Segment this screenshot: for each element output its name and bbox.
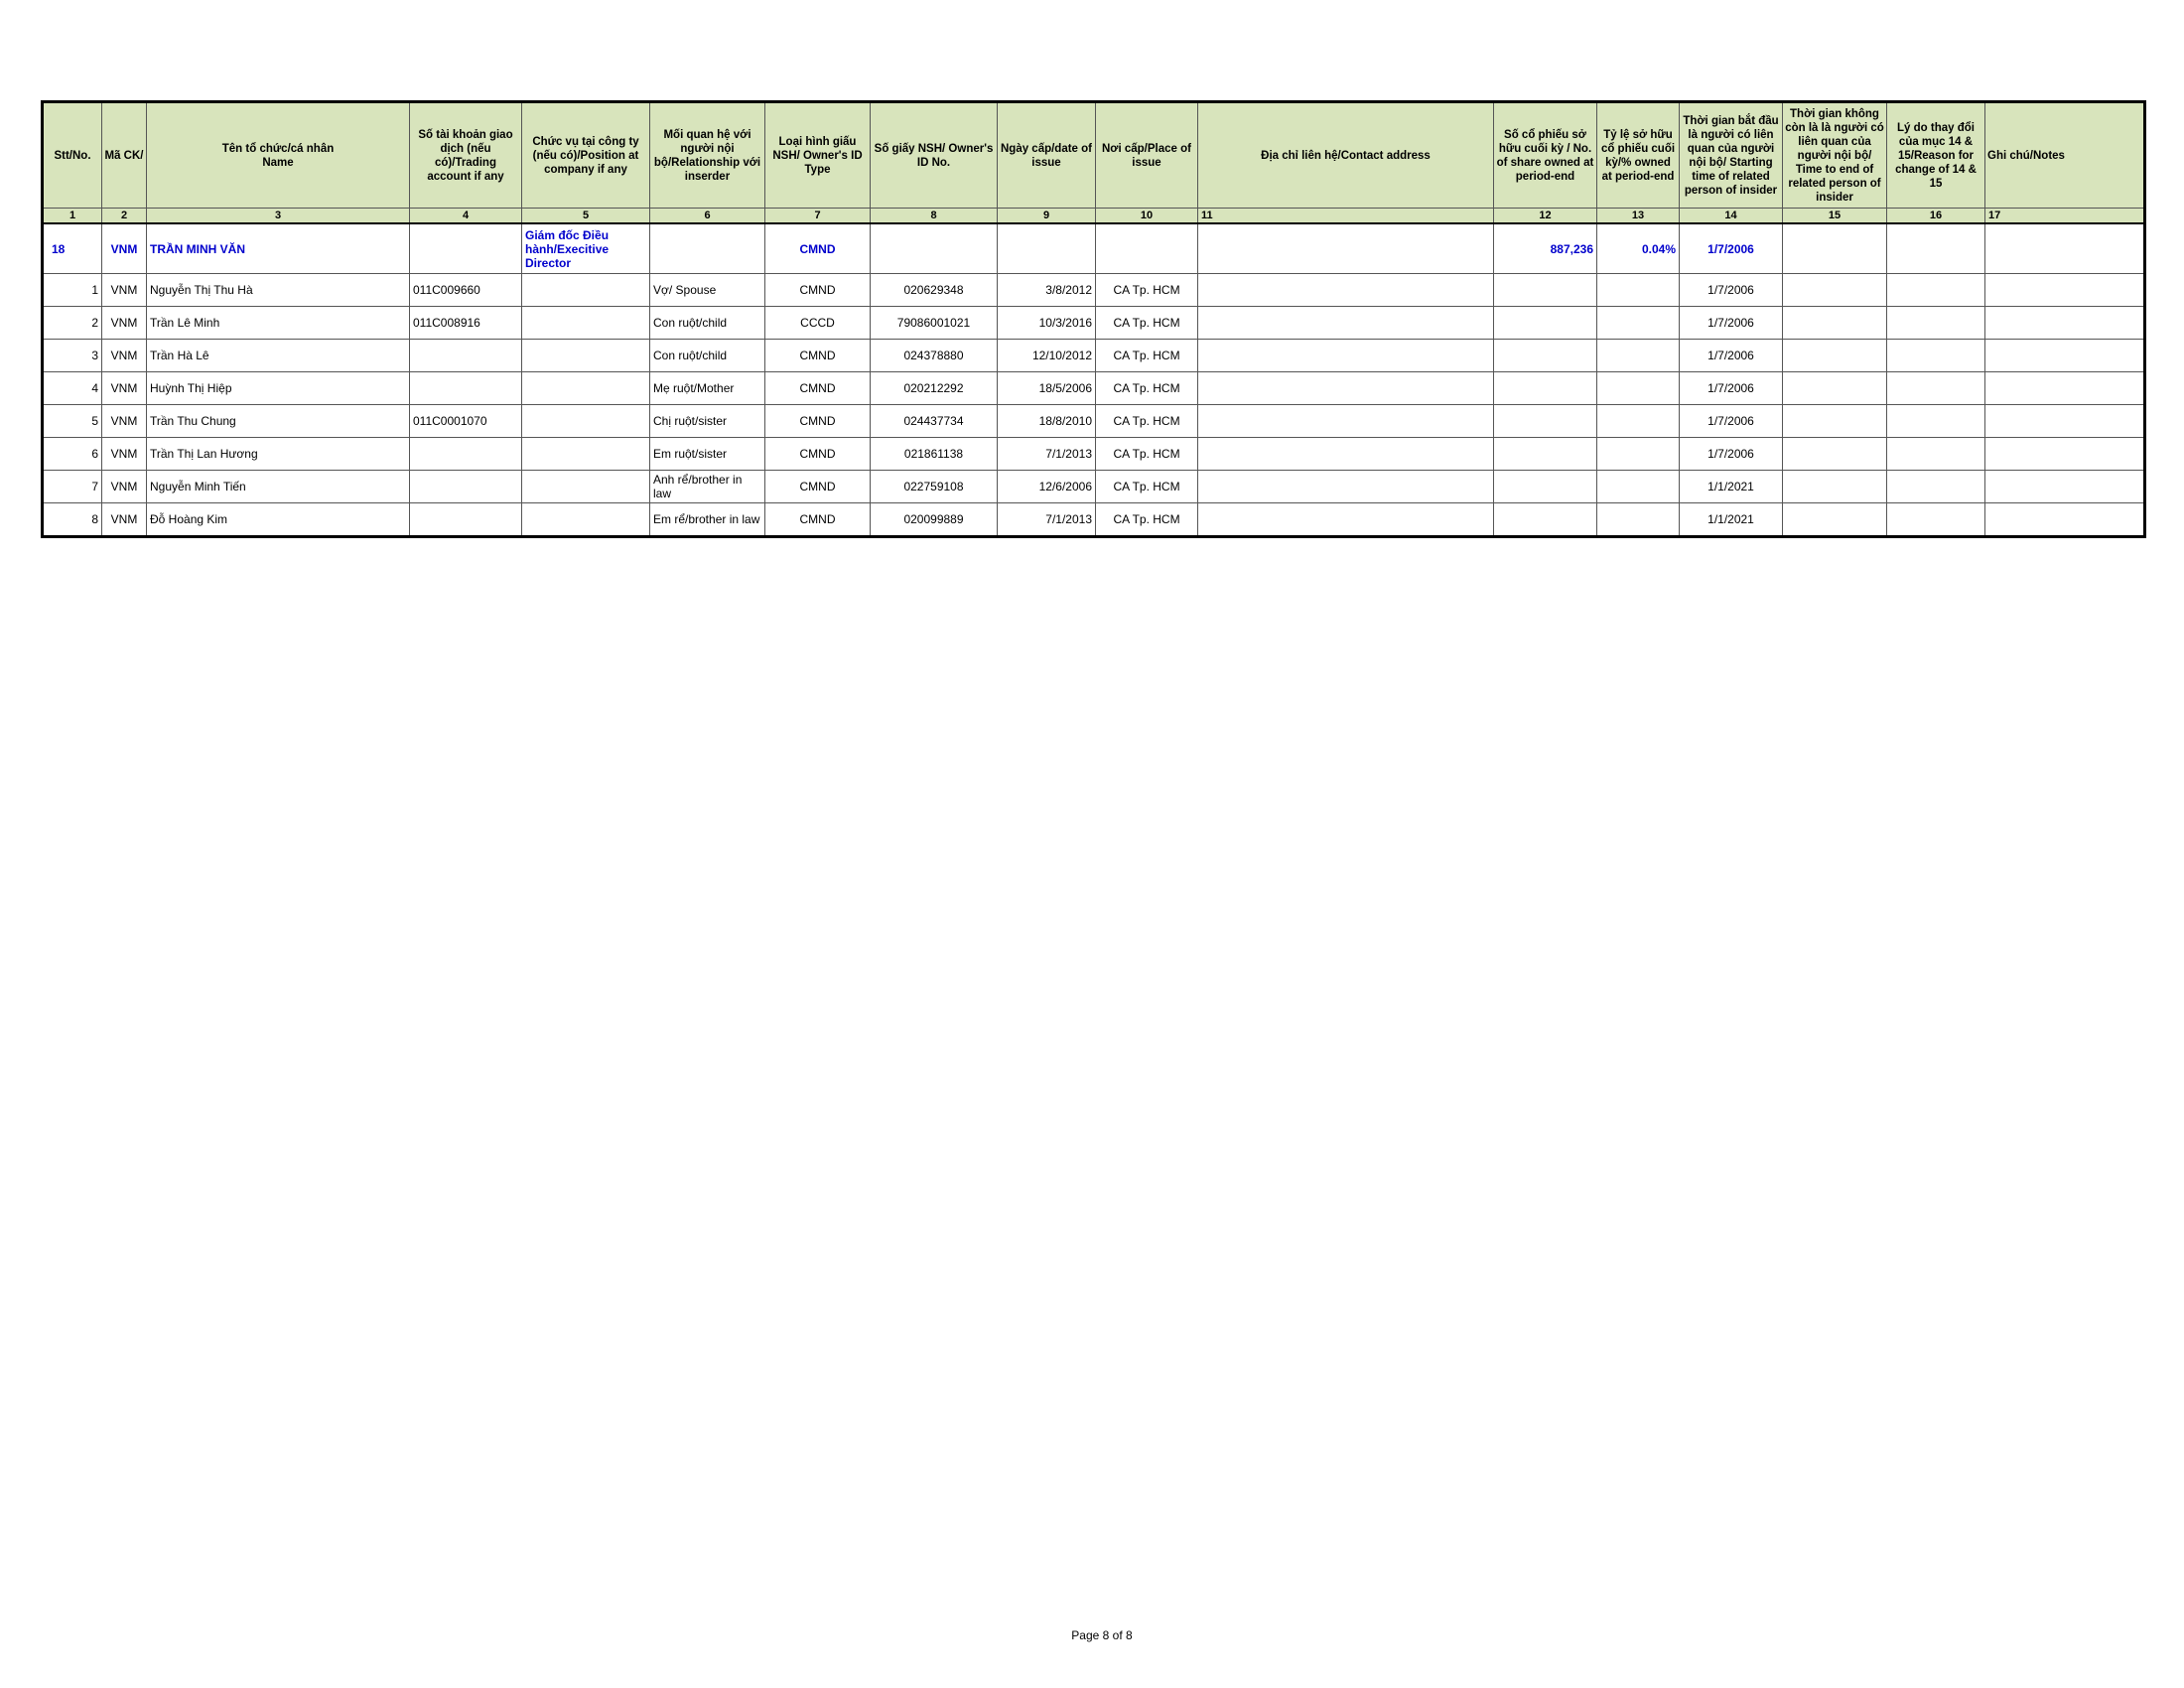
insider-id-no	[871, 223, 998, 274]
related-issue-place: CA Tp. HCM	[1096, 503, 1198, 537]
related-end	[1783, 438, 1887, 471]
insider-issue-date	[998, 223, 1096, 274]
related-code: VNM	[102, 307, 147, 340]
insider-code: VNM	[102, 223, 147, 274]
related-id-no: 024437734	[871, 405, 998, 438]
related-start: 1/1/2021	[1680, 471, 1783, 503]
header-address: Địa chỉ liên hệ/Contact address	[1198, 102, 1494, 209]
related-address	[1198, 274, 1494, 307]
insider-issue-place	[1096, 223, 1198, 274]
related-relationship: Con ruột/child	[650, 340, 765, 372]
related-reason	[1887, 503, 1985, 537]
column-number: 4	[410, 209, 522, 224]
related-name: Trần Hà Lê	[147, 340, 410, 372]
related-percent	[1597, 471, 1680, 503]
column-number: 1	[43, 209, 102, 224]
table-row	[43, 471, 2145, 503]
related-address	[1198, 405, 1494, 438]
related-issue-date: 12/6/2006	[998, 471, 1096, 503]
related-name: Trần Thu Chung	[147, 405, 410, 438]
related-no: 1	[43, 274, 102, 307]
related-issue-date: 7/1/2013	[998, 438, 1096, 471]
related-reason	[1887, 372, 1985, 405]
related-shares	[1494, 438, 1597, 471]
related-start: 1/1/2021	[1680, 503, 1783, 537]
related-name: Huỳnh Thị Hiệp	[147, 372, 410, 405]
related-issue-place: CA Tp. HCM	[1096, 438, 1198, 471]
related-notes	[1985, 274, 2145, 307]
related-no: 3	[43, 340, 102, 372]
related-issue-date: 10/3/2016	[998, 307, 1096, 340]
related-name: Nguyễn Thị Thu Hà	[147, 274, 410, 307]
column-number: 6	[650, 209, 765, 224]
related-start: 1/7/2006	[1680, 274, 1783, 307]
related-id-type: CMND	[765, 503, 871, 537]
related-relationship: Anh rể/brother in law	[650, 471, 765, 503]
insider-id-type: CMND	[765, 223, 871, 274]
column-number: 9	[998, 209, 1096, 224]
related-id-no: 020212292	[871, 372, 998, 405]
related-notes	[1985, 307, 2145, 340]
related-position	[522, 471, 650, 503]
column-number: 5	[522, 209, 650, 224]
related-code: VNM	[102, 274, 147, 307]
column-number: 8	[871, 209, 998, 224]
related-reason	[1887, 340, 1985, 372]
related-percent	[1597, 307, 1680, 340]
related-issue-date: 18/8/2010	[998, 405, 1096, 438]
related-reason	[1887, 274, 1985, 307]
insider-row	[43, 223, 2145, 274]
header-row	[43, 102, 2145, 209]
related-start: 1/7/2006	[1680, 405, 1783, 438]
header-id-no: Số giấy NSH/ Owner's ID No.	[871, 102, 998, 209]
related-notes	[1985, 438, 2145, 471]
related-percent	[1597, 438, 1680, 471]
related-no: 6	[43, 438, 102, 471]
related-relationship: Chị ruột/sister	[650, 405, 765, 438]
header-id-type: Loại hình giấu NSH/ Owner's ID Type	[765, 102, 871, 209]
related-position	[522, 503, 650, 537]
related-shares	[1494, 307, 1597, 340]
related-account	[410, 340, 522, 372]
related-relationship: Em ruột/sister	[650, 438, 765, 471]
related-notes	[1985, 471, 2145, 503]
related-issue-date: 3/8/2012	[998, 274, 1096, 307]
related-reason	[1887, 405, 1985, 438]
related-issue-date: 12/10/2012	[998, 340, 1096, 372]
related-id-no: 020629348	[871, 274, 998, 307]
related-position	[522, 405, 650, 438]
header-end: Thời gian không còn là là người có liên quan của người nội bộ/ Time to end of related person of insider	[1783, 102, 1887, 209]
related-issue-place: CA Tp. HCM	[1096, 307, 1198, 340]
related-position	[522, 438, 650, 471]
related-relationship: Con ruột/child	[650, 307, 765, 340]
column-number: 17	[1985, 209, 2145, 224]
related-percent	[1597, 372, 1680, 405]
related-percent	[1597, 405, 1680, 438]
table-row	[43, 307, 2145, 340]
related-rows	[43, 274, 2145, 537]
related-position	[522, 274, 650, 307]
related-end	[1783, 340, 1887, 372]
column-number-row	[43, 209, 2145, 224]
related-issue-place: CA Tp. HCM	[1096, 372, 1198, 405]
header-issue-place: Nơi cấp/Place of issue	[1096, 102, 1198, 209]
header-name: Tên tổ chức/cá nhân Name	[147, 102, 410, 209]
related-name: Đỗ Hoàng Kim	[147, 503, 410, 537]
related-account	[410, 438, 522, 471]
header-notes: Ghi chú/Notes	[1985, 102, 2145, 209]
related-start: 1/7/2006	[1680, 438, 1783, 471]
related-address	[1198, 438, 1494, 471]
header-relationship: Mối quan hệ với người nội bộ/Relationship với inserder	[650, 102, 765, 209]
related-code: VNM	[102, 372, 147, 405]
related-no: 4	[43, 372, 102, 405]
related-end	[1783, 274, 1887, 307]
related-id-no: 020099889	[871, 503, 998, 537]
related-id-type: CMND	[765, 405, 871, 438]
related-end	[1783, 471, 1887, 503]
related-no: 7	[43, 471, 102, 503]
related-end	[1783, 405, 1887, 438]
related-position	[522, 372, 650, 405]
related-shares	[1494, 372, 1597, 405]
related-notes	[1985, 372, 2145, 405]
related-relationship: Em rể/brother in law	[650, 503, 765, 537]
table-row	[43, 340, 2145, 372]
table-row	[43, 503, 2145, 537]
related-id-type: CMND	[765, 340, 871, 372]
related-shares	[1494, 405, 1597, 438]
insider-end	[1783, 223, 1887, 274]
related-address	[1198, 503, 1494, 537]
insider-shares: 887,236	[1494, 223, 1597, 274]
table-row	[43, 274, 2145, 307]
related-issue-place: CA Tp. HCM	[1096, 274, 1198, 307]
related-account: 011C0001070	[410, 405, 522, 438]
related-code: VNM	[102, 471, 147, 503]
column-number: 2	[102, 209, 147, 224]
related-shares	[1494, 503, 1597, 537]
related-account	[410, 372, 522, 405]
related-id-no: 79086001021	[871, 307, 998, 340]
header-shares: Số cổ phiếu sở hữu cuối kỳ / No. of share owned at period-end	[1494, 102, 1597, 209]
header-issue-date: Ngày cấp/date of issue	[998, 102, 1096, 209]
related-code: VNM	[102, 438, 147, 471]
related-notes	[1985, 503, 2145, 537]
insider-relationship	[650, 223, 765, 274]
related-percent	[1597, 503, 1680, 537]
related-end	[1783, 503, 1887, 537]
column-number: 16	[1887, 209, 1985, 224]
related-shares	[1494, 471, 1597, 503]
related-id-no: 024378880	[871, 340, 998, 372]
related-reason	[1887, 438, 1985, 471]
related-account: 011C009660	[410, 274, 522, 307]
related-address	[1198, 372, 1494, 405]
related-issue-place: CA Tp. HCM	[1096, 405, 1198, 438]
related-no: 5	[43, 405, 102, 438]
related-position	[522, 307, 650, 340]
related-end	[1783, 307, 1887, 340]
related-account: 011C008916	[410, 307, 522, 340]
related-address	[1198, 340, 1494, 372]
page-number: Page 8 of 8	[1071, 1628, 1133, 1642]
table-row	[43, 438, 2145, 471]
insider-account	[410, 223, 522, 274]
header-account: Số tài khoản giao dịch (nếu có)/Trading account if any	[410, 102, 522, 209]
related-issue-date: 18/5/2006	[998, 372, 1096, 405]
related-notes	[1985, 340, 2145, 372]
column-number: 15	[1783, 209, 1887, 224]
table-row	[43, 372, 2145, 405]
insider-table	[41, 100, 2146, 538]
related-relationship: Vợ/ Spouse	[650, 274, 765, 307]
related-name: Trần Lê Minh	[147, 307, 410, 340]
related-name: Trần Thị Lan Hương	[147, 438, 410, 471]
related-issue-place: CA Tp. HCM	[1096, 471, 1198, 503]
related-code: VNM	[102, 503, 147, 537]
related-shares	[1494, 340, 1597, 372]
insider-start: 1/7/2006	[1680, 223, 1783, 274]
related-percent	[1597, 340, 1680, 372]
related-id-no: 022759108	[871, 471, 998, 503]
related-percent	[1597, 274, 1680, 307]
related-id-type: CMND	[765, 471, 871, 503]
related-id-no: 021861138	[871, 438, 998, 471]
related-end	[1783, 372, 1887, 405]
column-number: 10	[1096, 209, 1198, 224]
insider-no: 18	[43, 223, 102, 274]
column-number: 12	[1494, 209, 1597, 224]
header-percent: Tỷ lệ sở hữu cổ phiếu cuối kỳ/% owned at period-end	[1597, 102, 1680, 209]
related-reason	[1887, 471, 1985, 503]
insider-notes	[1985, 223, 2145, 274]
column-number: 13	[1597, 209, 1680, 224]
related-name: Nguyễn Minh Tiến	[147, 471, 410, 503]
header-start: Thời gian bắt đầu là người có liên quan của người nội bộ/ Starting time of related person of insider	[1680, 102, 1783, 209]
related-reason	[1887, 307, 1985, 340]
related-shares	[1494, 274, 1597, 307]
column-number: 14	[1680, 209, 1783, 224]
related-code: VNM	[102, 405, 147, 438]
insider-percent: 0.04%	[1597, 223, 1680, 274]
related-address	[1198, 471, 1494, 503]
header-reason: Lý do thay đổi của mục 14 & 15/Reason for change of 14 & 15	[1887, 102, 1985, 209]
related-start: 1/7/2006	[1680, 307, 1783, 340]
related-no: 2	[43, 307, 102, 340]
header-no: Stt/No.	[43, 102, 102, 209]
related-notes	[1985, 405, 2145, 438]
insider-reason	[1887, 223, 1985, 274]
related-id-type: CCCD	[765, 307, 871, 340]
related-issue-place: CA Tp. HCM	[1096, 340, 1198, 372]
related-start: 1/7/2006	[1680, 372, 1783, 405]
related-id-type: CMND	[765, 274, 871, 307]
column-number: 3	[147, 209, 410, 224]
related-account	[410, 471, 522, 503]
related-id-type: CMND	[765, 372, 871, 405]
related-code: VNM	[102, 340, 147, 372]
related-id-type: CMND	[765, 438, 871, 471]
insider-address	[1198, 223, 1494, 274]
related-issue-date: 7/1/2013	[998, 503, 1096, 537]
insider-position: Giám đốc Điều hành/Execitive Director	[522, 223, 650, 274]
table-row	[43, 405, 2145, 438]
insider-name: TRẦN MINH VĂN	[147, 223, 410, 274]
related-address	[1198, 307, 1494, 340]
related-account	[410, 503, 522, 537]
related-start: 1/7/2006	[1680, 340, 1783, 372]
related-relationship: Mẹ ruột/Mother	[650, 372, 765, 405]
related-position	[522, 340, 650, 372]
header-code: Mã CK/	[102, 102, 147, 209]
related-no: 8	[43, 503, 102, 537]
column-number: 11	[1198, 209, 1494, 224]
column-number: 7	[765, 209, 871, 224]
header-position: Chức vụ tại công ty (nếu có)/Position at company if any	[522, 102, 650, 209]
